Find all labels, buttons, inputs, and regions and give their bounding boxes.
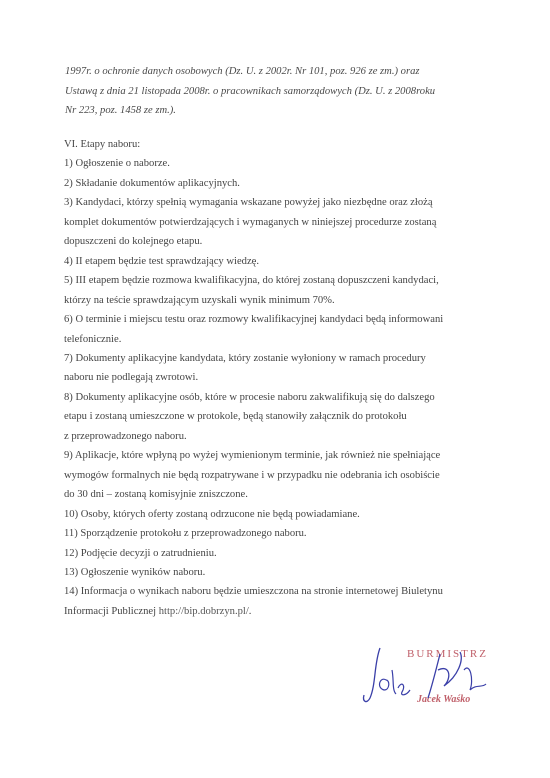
list-item-line: 10) Osoby, których oferty zostaną odrzucone nie będą powiadamiane. (64, 508, 360, 520)
list-item-line: 11) Sporządzenie protokołu z przeprowadzonego naboru. (64, 528, 307, 540)
list-item-line: 8) Dokumenty aplikacyjne osób, które w procesie naboru zakwalifikują się do dalszego (64, 391, 435, 403)
list-item-line: telefonicznie. (64, 333, 122, 345)
list-item-line: 7) Dokumenty aplikacyjne kandydata, który zostanie wyłoniony w ramach procedury (64, 352, 426, 364)
list-item-line: 5) III etapem będzie rozmowa kwalifikacyjna, do której zostaną dopuszczeni kandydaci, (64, 275, 439, 287)
intro-line: Nr 223, poz. 1458 ze zm.). (65, 105, 176, 116)
list-item-line: 12) Podjęcie decyzji o zatrudnieniu. (64, 547, 217, 559)
list-item-line: 4) II etapem będzie test sprawdzający wiedzę. (64, 255, 260, 267)
recruitment-stages-section (64, 135, 524, 621)
list-item-line: 9) Aplikacje, które wpłyną po wyżej wymienionym terminie, jak również nie spełniające (64, 450, 441, 462)
mayor-stamp (340, 640, 510, 710)
section-heading: VI. Etapy naboru: (64, 139, 141, 150)
stamp-title: BURMISTRZ (407, 648, 488, 660)
list-item-line: 14) Informacja o wynikach naboru będzie umieszczona na stronie internetowej Biuletynu (64, 586, 443, 598)
list-item-line: 13) Ogłoszenie wyników naboru. (64, 566, 206, 578)
intro-line: 1997r. o ochronie danych osobowych (Dz. U. z 2002r. Nr 101, poz. 926 ze zm.) oraz (65, 66, 420, 77)
stages-list (64, 154, 524, 601)
list-item-line: wymogów formalnych nie będą rozpatrywane i w przypadku nie odebrania ich osobiście (64, 469, 440, 481)
list-item-line (64, 602, 524, 621)
list-item-line: 6) O terminie i miejscu testu oraz rozmowy kwalifikacyjnej kandydaci będą informowani (64, 314, 444, 326)
list-item-line: dopuszczeni do kolejnego etapu. (64, 236, 203, 248)
list-item-line: z przeprowadzonego naboru. (64, 430, 187, 442)
stamp-name: Jacek Waśko (417, 694, 471, 705)
list-item-line: do 30 dni – zostaną komisyjnie zniszczone. (64, 489, 248, 501)
list-item-line: komplet dokumentów potwierdzających i wymaganych w niniejszej procedurze zostaną (64, 216, 437, 228)
handwritten-signature (340, 640, 510, 710)
last-line-end: . (248, 605, 252, 617)
intro-paragraph (65, 62, 515, 121)
list-item-line: 1) Ogłoszenie o naborze. (64, 158, 170, 170)
list-item-line: 3) Kandydaci, którzy spełnią wymagania wskazane powyżej jako niezbędne oraz złożą (64, 197, 433, 209)
bip-link[interactable]: http://bip.dobrzyn.pl/ (158, 605, 249, 617)
last-line-text: Informacji Publicznej (64, 605, 159, 617)
list-item-line: 2) Składanie dokumentów aplikacyjnych. (64, 177, 240, 189)
list-item-line: etapu i zostaną umieszczone w protokole, będą stanowiły załącznik do protokołu (64, 411, 407, 423)
list-item-line: którzy na teście sprawdzającym uzyskali wynik minimum 70%. (64, 294, 335, 306)
intro-line: Ustawą z dnia 21 listopada 2008r. o pracownikach samorządowych (Dz. U. z 2008roku (65, 85, 436, 97)
list-item-line: naboru nie podlegają zwrotowi. (64, 372, 199, 384)
